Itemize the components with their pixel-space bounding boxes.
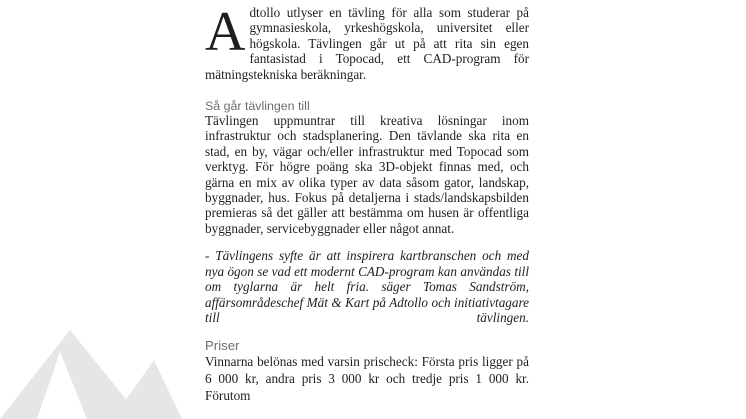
section-body-how: Tävlingen uppmuntrar till kreativa lösningar inom infrastruktur och stadsplanering. Den tävlande ska rita en stad, en by, vägar och/eller infrastruktur med Topocad som verktyg. För högre poäng ska 3D-objekt finnas med, och gärna en mix av olika typer av data såsom gator, landskap, byggnader, hus. Fokus på detaljerna i stads/landskapsbilden premieras så det gäller att bestämma om husen är offentliga byggnader, servicebyggnader eller något annat. [205,113,529,236]
intro-paragraph [205,1,529,82]
decorative-triangle-left [0,330,142,419]
quote-paragraph: - Tävlingens syfte är att inspirera kartbranschen och med nya ögon se vad ett modernt CAD-program kan användas till om tyglarna är helt fria. säger Tomas Sandström, affärsområdeschef Mät & Kart på Adtollo och initiativtagare till tävlingen. [205,248,529,325]
section-heading-how: Så går tävlingen till [205,99,310,114]
article-column [205,1,529,404]
section-body-prizes: Vinnarna belönas med varsin prischeck: Första pris ligger på 6 000 kr, andra pris 3 000 kr och tredje pris 1 000 kr. Förutom [205,354,529,404]
drop-cap: A [205,1,246,63]
decorative-triangle-right [112,360,182,419]
intro-text: dtollo utlyser en tävling för alla som studerar på gymnasieskola, yrkeshögskola, universitet eller högskola. Tävlingen går ut på att rita sin egen fantasistad i Topocad, ett CAD-program för mätningstekniska beräkningar. [205,5,529,82]
section-heading-prizes: Priser [205,338,240,354]
